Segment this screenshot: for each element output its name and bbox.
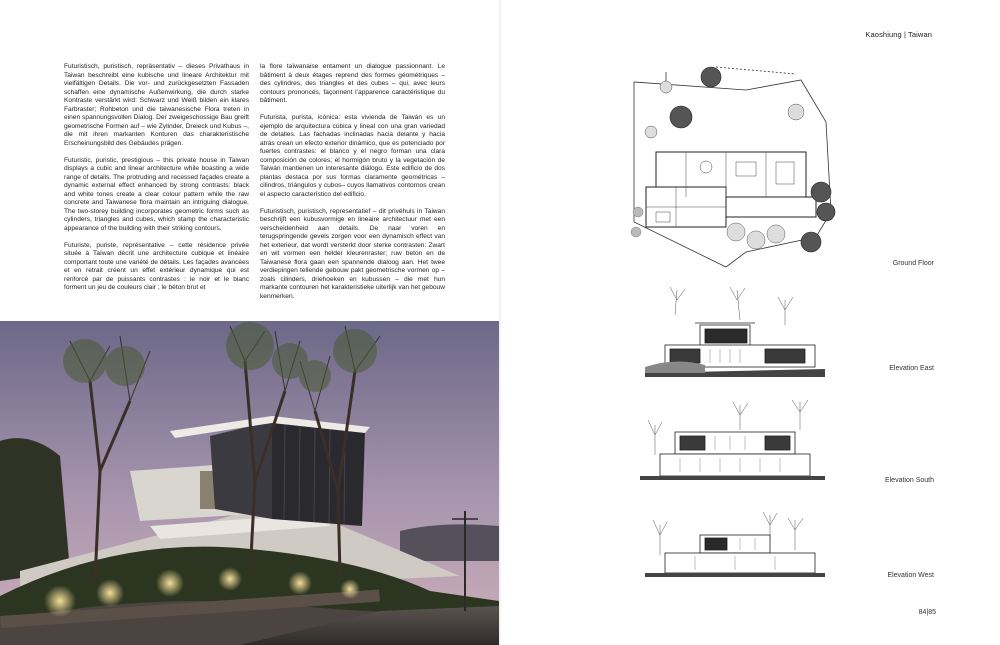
ground-floor-plan — [626, 62, 846, 272]
caption-elevation-west: Elevation West — [887, 572, 934, 579]
caption-ground-floor: Ground Floor — [892, 260, 934, 267]
text-column-left — [64, 63, 249, 301]
elevation-west-drawing — [645, 510, 825, 582]
paragraph-english: Futuristic, puristic, prestigious – this private house in Taiwan displays a cubic and linear architecture while boasting a wide range of details. The protruding and recessed façades create a dynamic external effect enhanced by strong contrasts: black and white tones create a clear colour pattern while the raw concrete and Taiwanese flora maintain an intriguing dialogue. The two-storey building incorporates geometric forms such as cylinders, triangles and cubes, which stamp the characteristic appearance of the building with their striking contours. — [64, 156, 249, 232]
elevation-south-drawing — [640, 400, 825, 485]
house-photograph — [0, 321, 499, 645]
paragraph-german: Futuristisch, puristisch, repräsentativ – dieses Privathaus in Taiwan beschreibt eine kubische und lineare Architektur mit vielfältigen Details. Die vor- und zurückgesetzten Fassaden schaffen eine dynamische Außenwirkung, die durch starke Kontraste verstärkt wird: Schwarz und Weiß bilden ein klares Farbraster; Rohbeton und die taiwanesische Flora treten in einen spannungsvollen Dialog. Der zweigeschossige Bau greift geometrische Formen auf – wie Zylinder, Dreieck und Kubus –, die mit ihren markanten Konturen das charakteristische Erscheinungsbild des Gebäudes prägen. — [64, 63, 249, 147]
paragraph-spanish: Futurista, purista, icónica: esta vivienda de Taiwán es un ejemplo de arquitectura cúbica y lineal con una gran variedad de detalles. Las fachadas inclinadas hacia delante y hacia atrás crean un efecto exterior dinámico, que es potenciado por fuertes contrastes: el blanco y el negro forman una clara composición de colores; el hormigón bruto y la vegetación de Taiwán mantienen un interesante diálogo. Este edificio de dos plantas destaca por sus formas claramente geométricas –cilindros, triángulos y cubos– cuyos llamativos contornos crean el aspecto característico del edificio. — [260, 114, 445, 198]
caption-elevation-south: Elevation South — [884, 477, 934, 484]
paragraph-french-part1: Futuriste, puriste, représentative – cette résidence privée située à Taïwan décrit une architecture cubique et linéaire comportant toute une variété de détails. Les façades avancées et en retrait créent un effet extérieur dynamique qui est renforcé par de puissants contrastes : le noir et le blanc forment un jeu de couleurs clair ; le béton brut et — [64, 241, 249, 291]
caption-elevation-east: Elevation East — [889, 365, 934, 372]
paragraph-french-part2: la flore taïwanaise entament un dialogue passionnant. Le bâtiment à deux étages reprend des formes géométriques – des cylindres, des triangles et des cubes – qui, avec leurs contours prononcés, façonnent l’apparence caractéristique du bâtiment. — [260, 63, 445, 104]
page-numbers: 84|85 — [918, 609, 936, 616]
text-column-right — [260, 63, 445, 310]
paragraph-dutch: Futuristisch, puristisch, representatief – dit privéhuis in Taiwan beschrijft een kubusvormige en lineaire architectuur met een verscheidenheid aan details. De naar voren en terugspringende gevels zorgen voor een dynamisch effect van het exterieur, dat wordt versterkt door sterke contrasten: Zwart en wit vormen een helder kleurenraster; ruw beton en de Taiwanese flora gaan een spannende dialoog aan. Het twee verdiepingen tellende gebouw pakt geometrische vormen op – zoals cilinders, driehoeken en kubussen – die met hun markante contouren het karakteristieke uiterlijk van het gebouw kenmerken. — [260, 207, 445, 300]
elevation-east-drawing — [645, 285, 825, 380]
page-header-location: Kaoshiung | Taiwan — [865, 30, 932, 39]
page-gutter — [499, 0, 501, 645]
